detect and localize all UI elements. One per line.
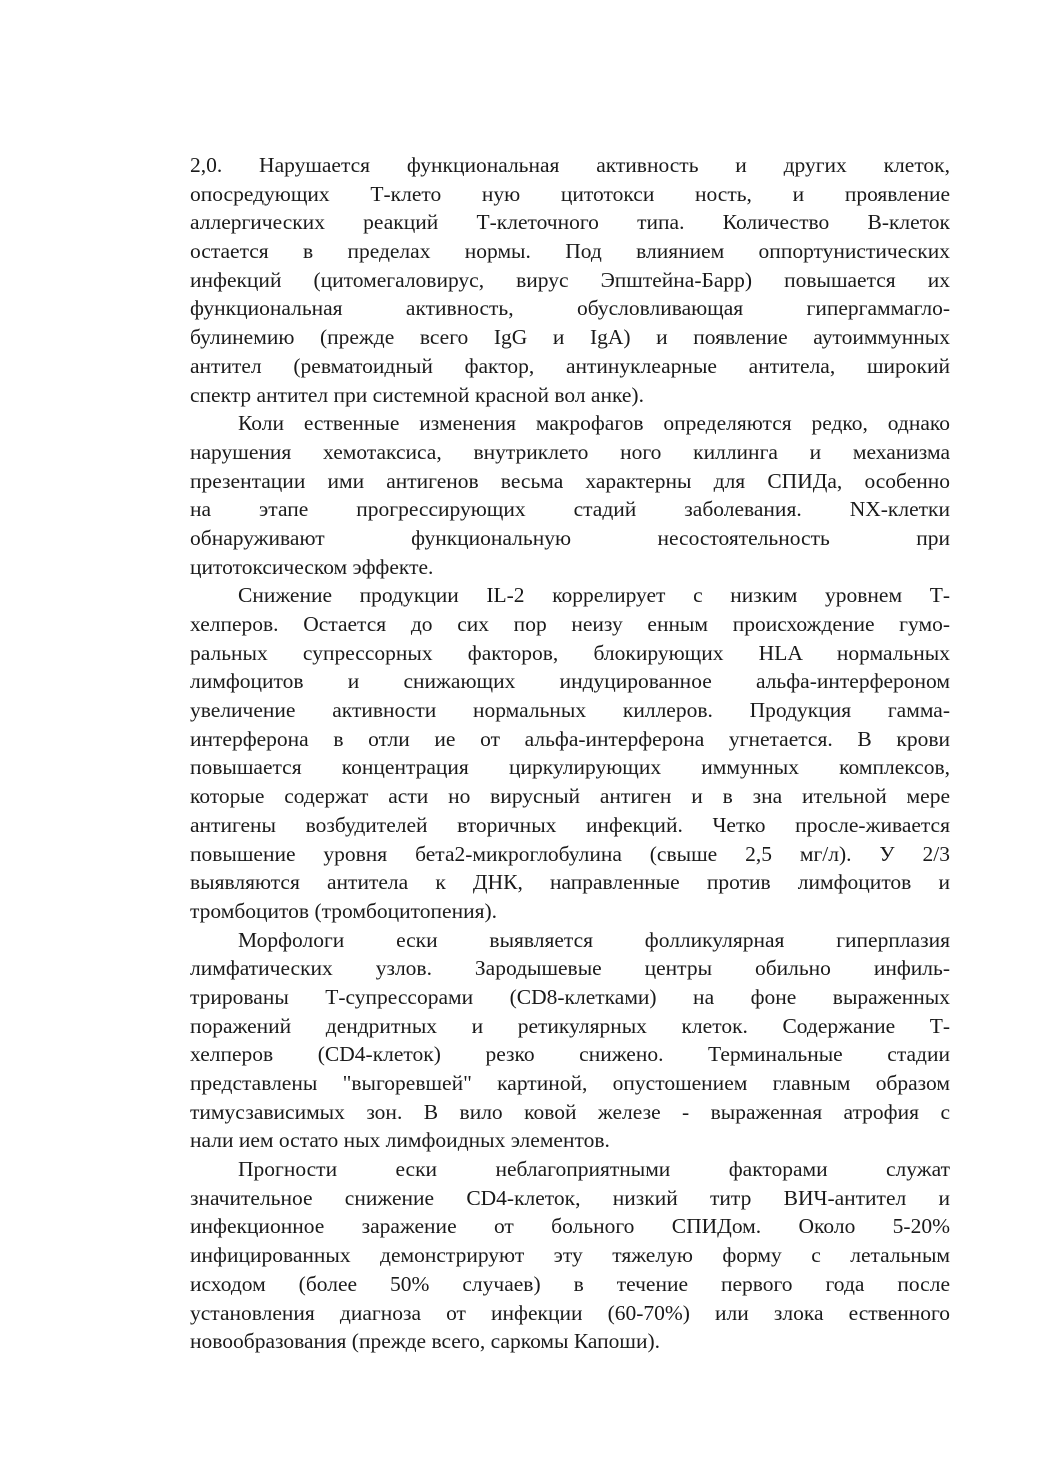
text-line: цитотоксическом эффекте. [190, 554, 434, 579]
text-line: тромбоцитов (тромбоцитопения). [190, 898, 498, 923]
text-line: хелперов (CD4-клеток) резко снижено. Терминальные стадии [190, 1042, 950, 1067]
paragraph-5 [190, 1155, 950, 1356]
text-line: Прогности ески неблагоприятными факторами служат [238, 1157, 950, 1182]
paragraph-4 [190, 926, 950, 1156]
text-line: нали ием остато ных лимфоидных элементов. [190, 1128, 610, 1153]
text-line: булинемию (прежде всего IgG и IgA) и появление аутоиммунных [190, 325, 950, 350]
text-line: представлены "выгоревшей" картиной, опустошением главным образом [190, 1071, 950, 1095]
text-line: значительное снижение CD4-клеток, низкий титр ВИЧ-антител и [190, 1185, 950, 1210]
text-line: антител (ревматоидный фактор, антинуклеарные антитела, широкий [190, 353, 950, 378]
text-line: Морфологи ески выявляется фолликулярная гиперплазия [238, 927, 950, 952]
text-line: выявляются антитела к ДНК, направленные против лимфоцитов и [190, 870, 950, 895]
text-line: установления диагноза от инфекции (60-70%) или злока ественного [190, 1300, 950, 1325]
text-line: нарушения хемотаксиса, внутриклето ного киллинга и механизма [190, 439, 950, 464]
text-line: инфекций (цитомегаловирус, вирус Эпштейна-Барр) повышается их [190, 267, 950, 292]
text-line: интерферона в отли ие от альфа-интерферона угнетается. В крови [190, 726, 950, 751]
text-line: ральных супрессорных факторов, блокирующих HLA нормальных [190, 640, 950, 665]
text-line: обнаруживают функциональную несостоятельность при [190, 525, 950, 550]
text-line: инфекционное заражение от больного СПИДом. Около 5-20% [190, 1214, 950, 1239]
paragraph-2 [190, 409, 950, 581]
text-line: остается в пределах нормы. Под влиянием оппортунистических [190, 239, 950, 264]
text-line: спектр антител при системной красной вол анке). [190, 382, 644, 407]
text-line: тимусзависимых зон. В вило ковой железе - выраженная атрофия с [190, 1099, 950, 1124]
text-line: лимфатических узлов. Зародышевые центры обильно инфиль- [190, 956, 950, 981]
text-line: инфицированных демонстрируют эту тяжелую форму с летальным [190, 1243, 950, 1268]
text-line: новообразования (прежде всего, саркомы Капоши). [190, 1329, 661, 1354]
text-line: презентации ими антигенов весьма характерны для СПИДа, особенно [190, 468, 950, 493]
text-line: исходом (более 50% случаев) в течение первого года после [190, 1271, 950, 1296]
text-line: Снижение продукции IL-2 коррелирует с низким уровнем Т- [238, 583, 950, 608]
text-line: 2,0. Нарушается функциональная активность и других клеток, [190, 153, 950, 177]
text-line: повышается концентрация циркулирующих иммунных комплексов, [190, 755, 950, 780]
text-line: на этапе прогрессирующих стадий заболевания. NX-клетки [190, 497, 950, 522]
document-page [190, 151, 950, 1356]
paragraph-1 [190, 151, 950, 409]
text-line: антигены возбудителей вторичных инфекций. Четко просле-живается [190, 812, 950, 837]
text-line: поражений дендритных и ретикулярных клеток. Содержание Т- [190, 1013, 950, 1038]
text-line: увеличение активности нормальных киллеров. Продукция гамма- [190, 698, 950, 723]
text-line: опосредующих Т-клето ную цитотокси ность, и проявление [190, 181, 950, 206]
paragraph-3 [190, 581, 950, 925]
text-line: трированы Т-супрессорами (CD8-клетками) на фоне выраженных [190, 984, 950, 1009]
text-line: повышение уровня бета2-микроглобулина (свыше 2,5 мг/л). У 2/3 [190, 841, 950, 866]
text-line: лимфоцитов и снижающих индуцированное альфа-интерфероном [190, 669, 950, 694]
text-line: функциональная активность, обусловливающая гипергаммагло- [190, 296, 950, 321]
text-line: хелперов. Остается до сих пор неизу енным происхождение гумо- [190, 612, 950, 636]
text-line: которые содержат асти но вирусный антиген и в зна ительной мере [190, 784, 950, 809]
text-line: аллергических реакций Т-клеточного типа. Количество В-клеток [190, 210, 950, 235]
text-line: Коли ественные изменения макрофагов определяются редко, однако [238, 411, 950, 436]
